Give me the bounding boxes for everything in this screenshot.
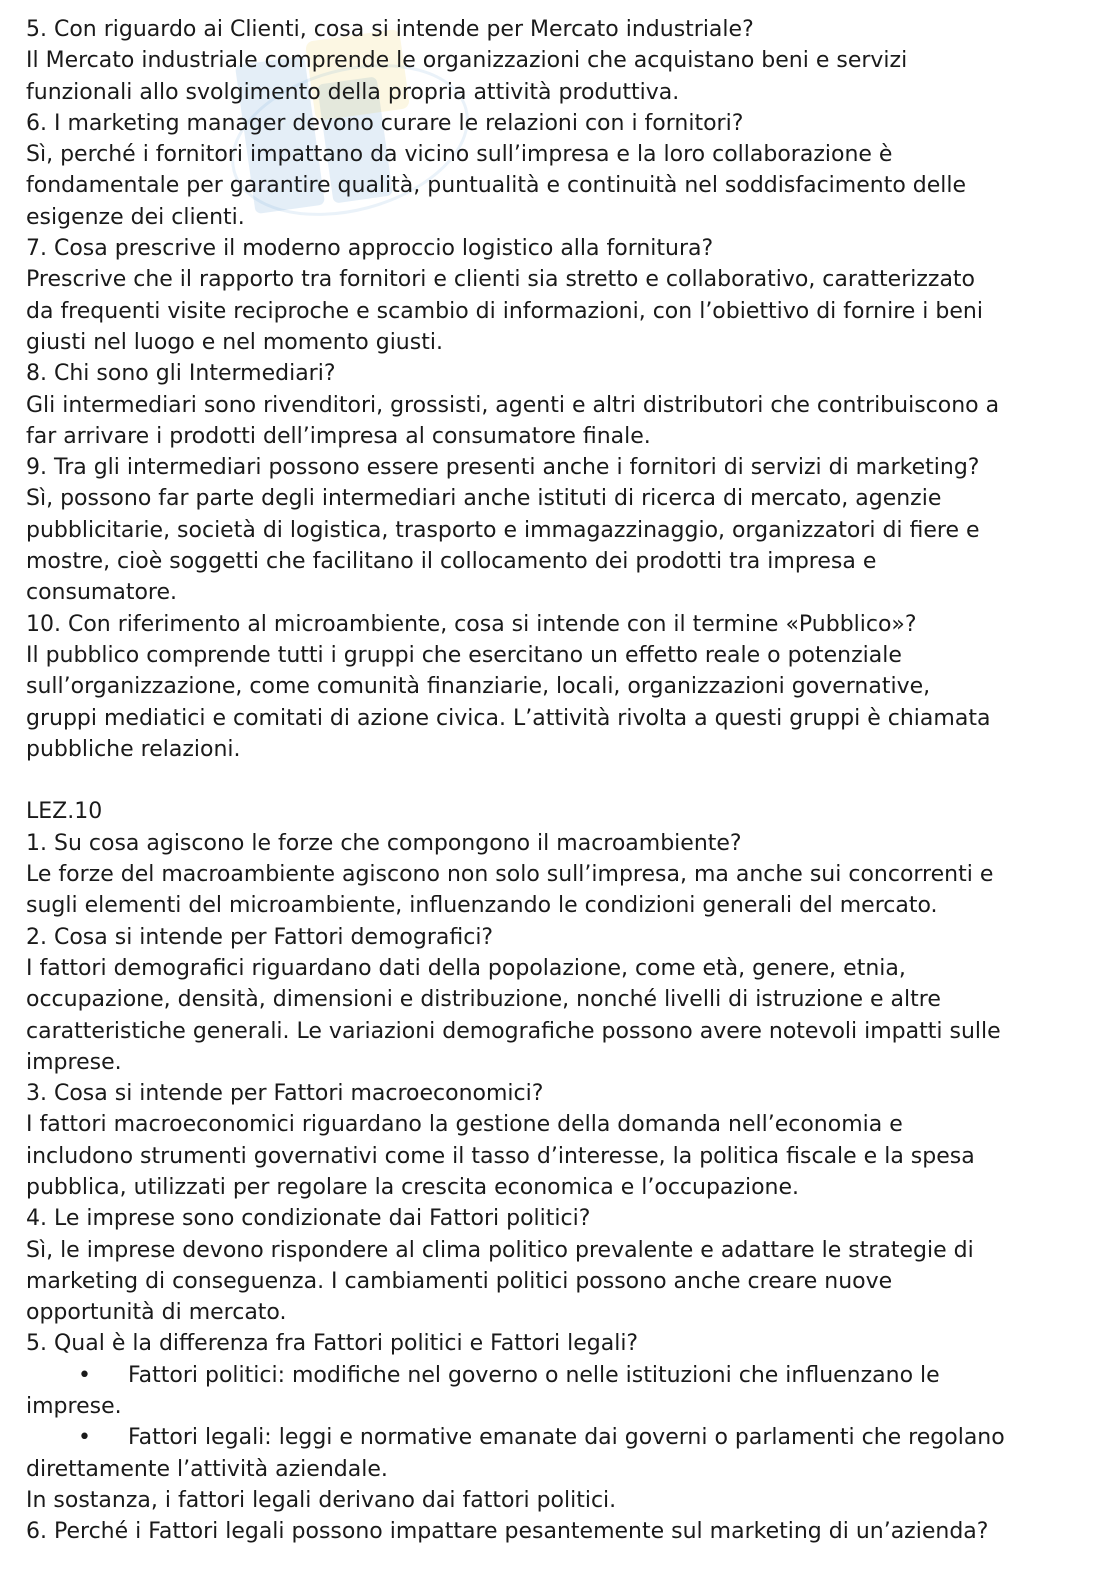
answer-line: caratteristiche generali. Le variazioni demografiche possono avere notevoli impatti sulle <box>26 1018 1001 1044</box>
answer-line: occupazione, densità, dimensioni e distribuzione, nonché livelli di istruzione e altre <box>26 987 941 1013</box>
answer-line: da frequenti visite reciproche e scambio di informazioni, con l’obiettivo di fornire i beni <box>26 298 983 324</box>
answer-line: sugli elementi del microambiente, influenzando le condizioni generali del mercato. <box>26 893 938 919</box>
question-10: 10. Con riferimento al microambiente, cosa si intende con il termine «Pubblico»? <box>26 611 917 637</box>
question-9: 9. Tra gli intermediari possono essere presenti anche i fornitori di servizi di marketing? <box>26 455 980 481</box>
answer-line: far arrivare i prodotti dell’impresa al consumatore finale. <box>26 423 651 449</box>
answer-line: gruppi mediatici e comitati di azione civica. L’attività rivolta a questi gruppi è chiamata <box>26 705 991 731</box>
answer-line: pubblicitarie, società di logistica, trasporto e immagazzinaggio, organizzatori di fiere e <box>26 517 980 543</box>
answer-line: direttamente l’attività aziendale. <box>26 1456 388 1482</box>
answer-line: imprese. <box>26 1049 122 1075</box>
bullet-dot: • <box>78 1425 91 1451</box>
answer-line: giusti nel luogo e nel momento giusti. <box>26 329 443 355</box>
answer-line: esigenze dei clienti. <box>26 204 245 230</box>
answer-line: includono strumenti governativi come il tasso d’interesse, la politica fiscale e la spesa <box>26 1143 975 1169</box>
answer-line: Il Mercato industriale comprende le organizzazioni che acquistano beni e servizi <box>26 48 908 74</box>
answer-line: mostre, cioè soggetti che facilitano il collocamento dei prodotti tra impresa e <box>26 549 877 575</box>
answer-line: funzionali allo svolgimento della propria attività produttiva. <box>26 79 680 105</box>
question-8: 8. Chi sono gli Intermediari? <box>26 361 336 387</box>
answer-line: I fattori macroeconomici riguardano la gestione della domanda nell’economia e <box>26 1112 903 1138</box>
answer-line: sull’organizzazione, come comunità finanziarie, locali, organizzazioni governative, <box>26 674 931 700</box>
bullet-text: Fattori legali: leggi e normative emanate dai governi o parlamenti che regolano <box>128 1425 1005 1451</box>
answer-line: Sì, possono far parte degli intermediari anche istituti di ricerca di mercato, agenzie <box>26 486 942 512</box>
bullet-text: Fattori politici: modifiche nel governo o nelle istituzioni che influenzano le <box>128 1362 940 1388</box>
answer-line: consumatore. <box>26 580 177 606</box>
section-heading: LEZ.10 <box>26 799 103 825</box>
bullet-dot: • <box>78 1362 91 1388</box>
answer-line: marketing di conseguenza. I cambiamenti politici possono anche creare nuove <box>26 1268 893 1294</box>
answer-line: Sì, perché i fornitori impattano da vicino sull’impresa e la loro collaborazione è <box>26 142 893 168</box>
blank-line <box>26 765 1098 796</box>
bullet-item <box>26 1422 1098 1453</box>
answer-line: Prescrive che il rapporto tra fornitori e clienti sia stretto e collaborativo, caratterizzato <box>26 267 976 293</box>
answer-line: fondamentale per garantire qualità, puntualità e continuità nel soddisfacimento delle <box>26 173 967 199</box>
bullet-item <box>26 1360 1098 1391</box>
answer-line: pubbliche relazioni. <box>26 736 241 762</box>
question-4: 4. Le imprese sono condizionate dai Fattori politici? <box>26 1206 591 1232</box>
answer-line: Gli intermediari sono rivenditori, grossisti, agenti e altri distributori che contribuiscono a <box>26 392 1000 418</box>
answer-line: opportunità di mercato. <box>26 1300 287 1326</box>
answer-line: Sì, le imprese devono rispondere al clima politico prevalente e adattare le strategie di <box>26 1237 974 1263</box>
question-5: 5. Con riguardo ai Clienti, cosa si intende per Mercato industriale? <box>26 17 754 42</box>
question-2: 2. Cosa si intende per Fattori demografici? <box>26 924 494 950</box>
question-6: 6. I marketing manager devono curare le relazioni con i fornitori? <box>26 110 744 136</box>
answer-line: In sostanza, i fattori legali derivano dai fattori politici. <box>26 1487 617 1513</box>
document-text <box>26 14 1098 1548</box>
answer-line: Le forze del macroambiente agiscono non solo sull’impresa, ma anche sui concorrenti e <box>26 862 994 888</box>
question-5-lez10: 5. Qual è la differenza fra Fattori politici e Fattori legali? <box>26 1331 639 1357</box>
question-1: 1. Su cosa agiscono le forze che compongono il macroambiente? <box>26 830 742 856</box>
question-6-lez10: 6. Perché i Fattori legali possono impattare pesantemente sul marketing di un’azienda? <box>26 1519 989 1545</box>
question-7: 7. Cosa prescrive il moderno approccio logistico alla fornitura? <box>26 236 714 262</box>
answer-line: pubblica, utilizzati per regolare la crescita economica e l’occupazione. <box>26 1174 800 1200</box>
question-3: 3. Cosa si intende per Fattori macroeconomici? <box>26 1081 544 1107</box>
answer-line: Il pubblico comprende tutti i gruppi che esercitano un effetto reale o potenziale <box>26 642 902 668</box>
answer-line: imprese. <box>26 1394 122 1420</box>
answer-line: I fattori demografici riguardano dati della popolazione, come età, genere, etnia, <box>26 955 906 981</box>
